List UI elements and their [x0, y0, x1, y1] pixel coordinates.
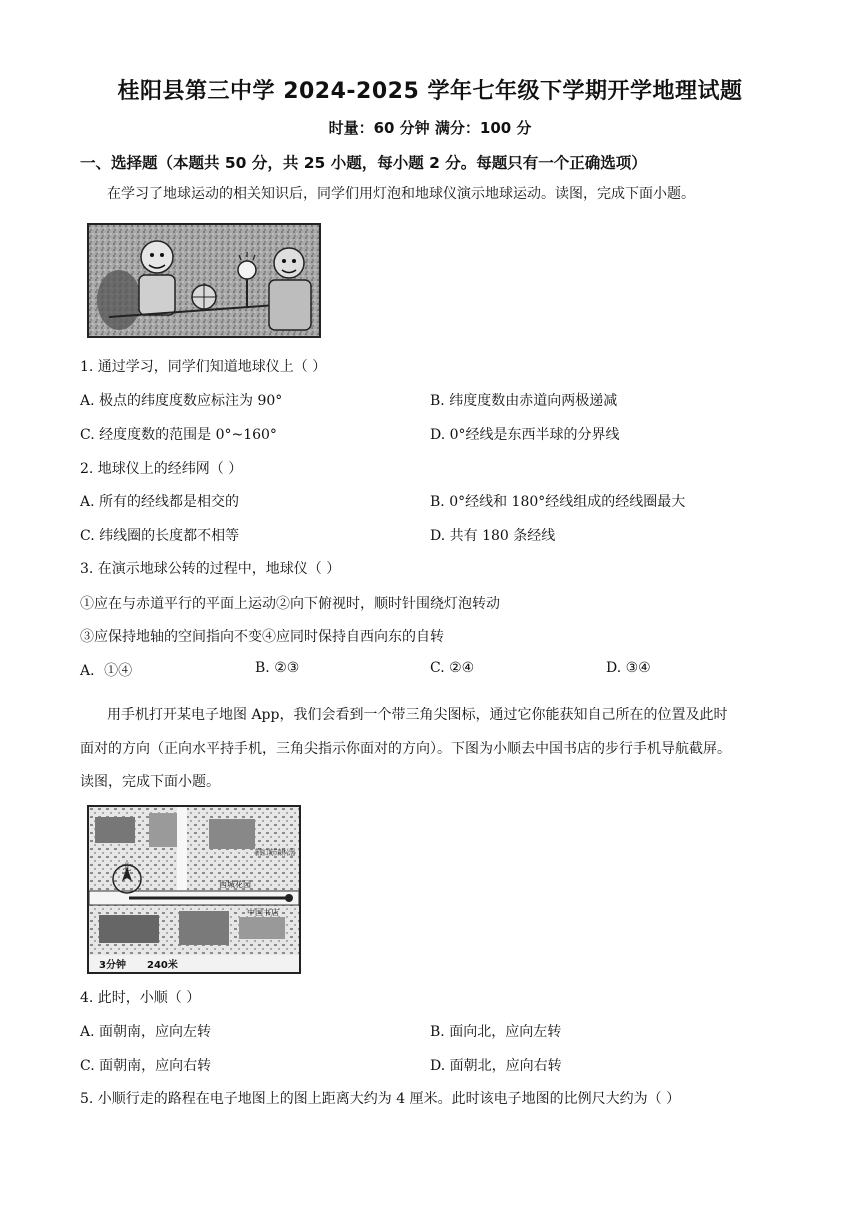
question-4-option-a: A. 面朝南，应向左转 [80, 1024, 212, 1040]
question-3-statements-1: ①应在与赤道平行的平面上运动②向下俯视时，顺时针围绕灯泡转动 [80, 596, 500, 612]
map-time-label: 3分钟 [99, 960, 126, 971]
question-3-option-a: A．①④ [80, 663, 133, 679]
question-4-option-c: C. 面朝南，应向右转 [80, 1058, 212, 1074]
exam-subtitle: 时量：60 分钟 满分：100 分 [328, 119, 532, 137]
map-place-label: 新街口城市森林公园 [255, 848, 327, 857]
question-1-stem: 1. 通过学习，同学们知道地球仪上（ ） [80, 359, 327, 375]
question-1-option-c: C. 经度度数的范围是 0°~160° [80, 427, 277, 443]
exam-title: 桂阳县第三中学 2024-2025 学年七年级下学期开学地理试题 [117, 79, 743, 104]
question-2-option-c: C. 纬线圈的长度都不相等 [80, 528, 240, 544]
map-shop-label: 中国书店 [247, 908, 279, 917]
question-3-statements-2: ③应保持地轴的空间指向不变④应同时保持自西向东的自转 [80, 629, 444, 645]
question-3-option-c: C. ②④ [430, 660, 475, 676]
question-3-stem: 3. 在演示地球公转的过程中，地球仪（ ） [80, 561, 341, 577]
globe-demo-illustration [89, 225, 319, 336]
navigation-map-screenshot [87, 805, 327, 974]
intro-paragraph-2-line-2: 面对的方向（正向水平持手机，三角尖指示你面对的方向）。下图为小顺去中国书店的步行手机导航截屏。 [80, 741, 731, 757]
question-4-option-d: D. 面朝北，应向右转 [430, 1058, 562, 1074]
question-1-option-b: B. 纬度度数由赤道向两极递减 [430, 393, 618, 409]
question-3-option-d: D. ③④ [606, 660, 651, 676]
question-4-stem: 4. 此时，小顺（ ） [80, 990, 201, 1006]
intro-paragraph-1: 在学习了地球运动的相关知识后，同学们用灯泡和地球仪演示地球运动。读图，完成下面小题。 [107, 186, 695, 202]
map-north-label: 北 [122, 863, 132, 873]
intro-paragraph-2-line-1: 用手机打开某电子地图 App，我们会看到一个带三角尖图标，通过它你能获知自己所在的位置及此时 [107, 707, 728, 723]
section-heading: 一、选择题（本题共 50 分，共 25 小题，每小题 2 分。每题只有一个正确选项） [80, 154, 647, 172]
intro-paragraph-2-line-3: 读图，完成下面小题。 [80, 774, 220, 790]
question-2-option-a: A. 所有的经线都是相交的 [80, 494, 240, 510]
map-distance-label: 240米 [147, 960, 178, 971]
question-1-option-d: D. 0°经线是东西半球的分界线 [430, 427, 620, 443]
question-2-option-b: B. 0°经线和 180°经线组成的经线圈最大 [430, 494, 686, 510]
navigation-map-graphic [89, 807, 327, 972]
map-road-label: 西城花园 [219, 880, 251, 889]
question-2-option-d: D. 共有 180 条经线 [430, 528, 556, 544]
question-5-stem: 5. 小顺行走的路程在电子地图上的图上距离大约为 4 厘米。此时该电子地图的比例尺大约为（ ） [80, 1091, 681, 1107]
globe-demo-photo [87, 223, 321, 338]
question-3-option-b: B. ②③ [255, 660, 300, 676]
question-1-option-a: A. 极点的纬度度数应标注为 90° [80, 393, 283, 409]
question-2-stem: 2. 地球仪上的经纬网（ ） [80, 461, 243, 477]
question-4-option-b: B. 面向北，应向左转 [430, 1024, 562, 1040]
